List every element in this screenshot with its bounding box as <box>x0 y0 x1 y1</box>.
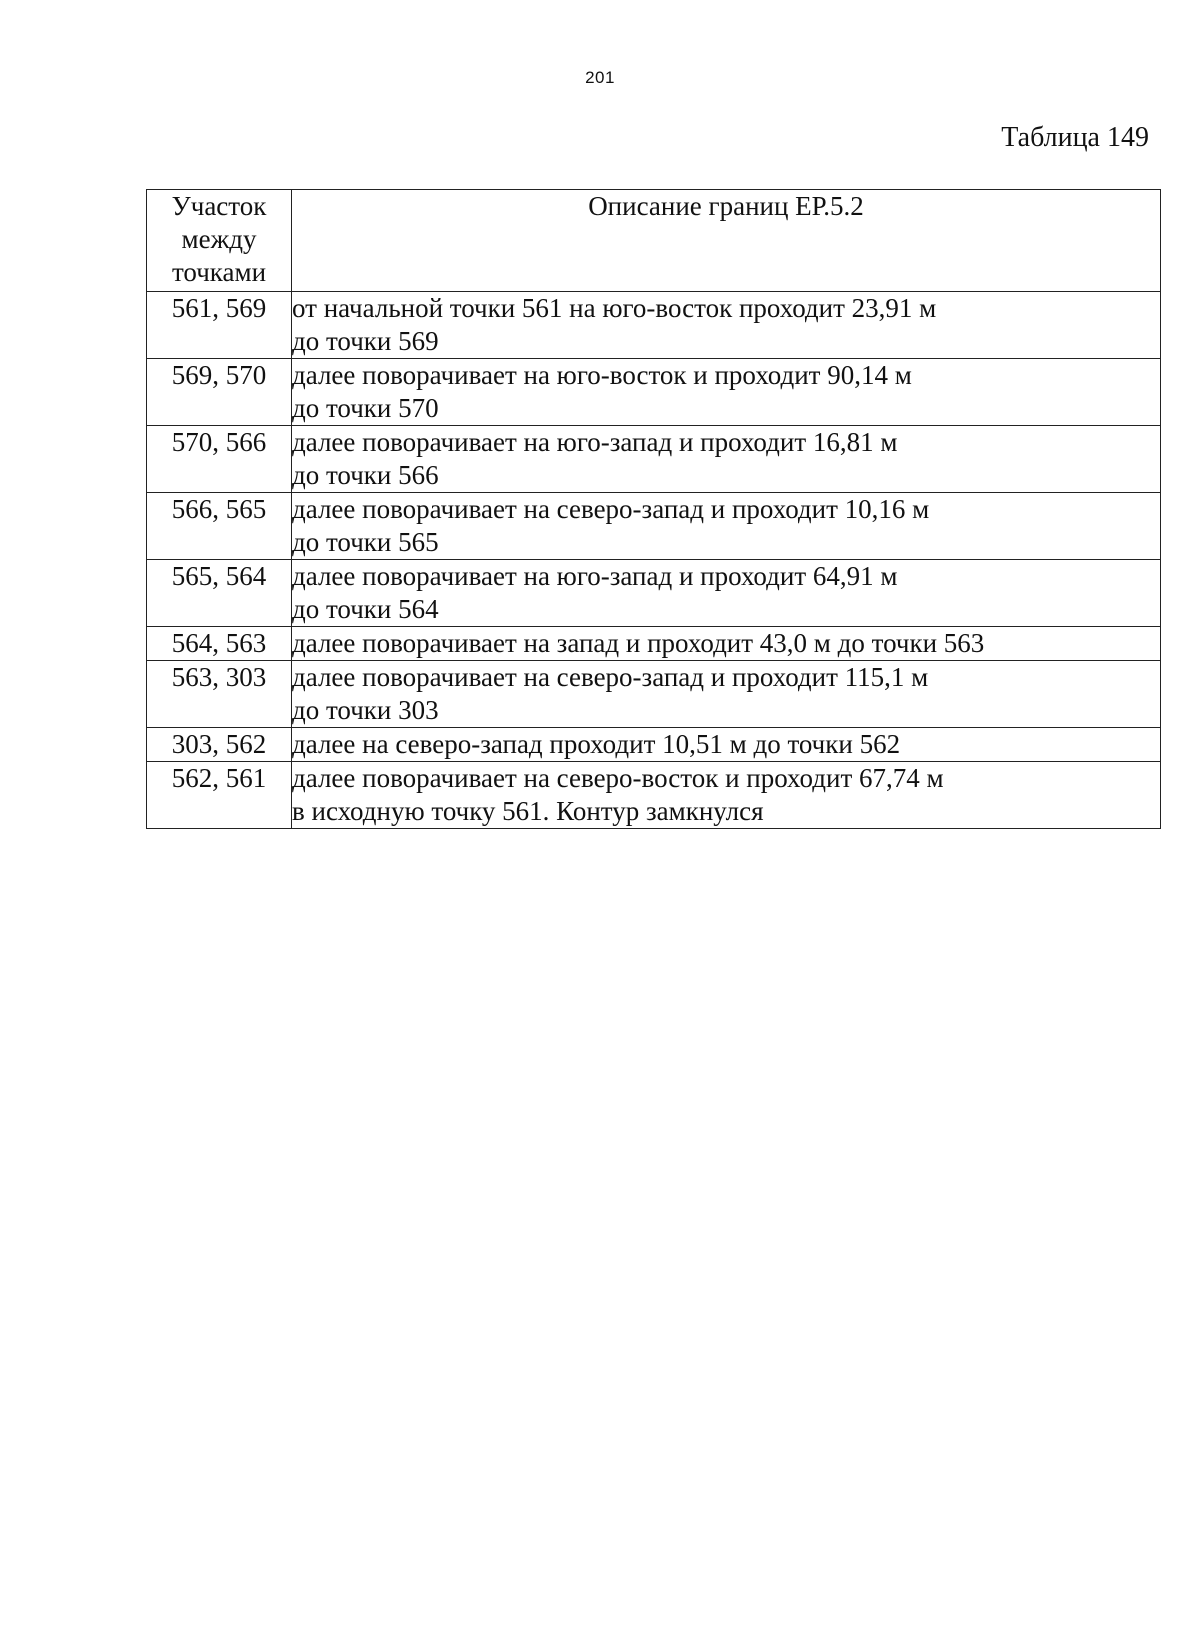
description-line: до точки 569 <box>292 326 439 356</box>
description-line: далее на северо-запад проходит 10,51 м до точки 562 <box>292 729 901 759</box>
header-segment-cell <box>147 190 292 292</box>
description-cell <box>292 762 1161 829</box>
segment-cell: 563, 303 <box>147 661 292 728</box>
table-row <box>147 359 1161 426</box>
boundary-description-table <box>146 189 1161 829</box>
segment-cell: 565, 564 <box>147 560 292 627</box>
header-segment-line: точками <box>171 257 267 287</box>
description-cell <box>292 426 1161 493</box>
segment-cell: 564, 563 <box>147 627 292 661</box>
header-segment-line: Участок <box>171 191 267 221</box>
header-description-cell: Описание границ ЕР.5.2 <box>292 190 1161 292</box>
description-line: далее поворачивает на северо-запад и проходит 10,16 м <box>292 494 930 524</box>
table-row <box>147 762 1161 829</box>
table-caption: Таблица 149 <box>1001 122 1149 153</box>
description-line: далее поворачивает на запад и проходит 43,0 м до точки 563 <box>292 628 985 658</box>
page-number: 201 <box>585 68 615 87</box>
segment-cell: 570, 566 <box>147 426 292 493</box>
description-cell <box>292 661 1161 728</box>
description-cell <box>292 292 1161 359</box>
table-row <box>147 560 1161 627</box>
segment-cell: 303, 562 <box>147 728 292 762</box>
segment-cell: 569, 570 <box>147 359 292 426</box>
table-row <box>147 661 1161 728</box>
description-cell <box>292 627 1161 661</box>
table-row <box>147 426 1161 493</box>
description-line: далее поворачивает на юго-запад и проходит 16,81 м <box>292 427 898 457</box>
table-row <box>147 292 1161 359</box>
table-row <box>147 627 1161 661</box>
description-line: далее поворачивает на северо-восток и проходит 67,74 м <box>292 763 944 793</box>
description-line: далее поворачивает на юго-запад и проходит 64,91 м <box>292 561 898 591</box>
description-line: в исходную точку 561. Контур замкнулся <box>292 796 764 826</box>
segment-cell: 566, 565 <box>147 493 292 560</box>
description-line: до точки 565 <box>292 527 439 557</box>
description-line: далее поворачивает на юго-восток и проходит 90,14 м <box>292 360 912 390</box>
description-line: от начальной точки 561 на юго-восток проходит 23,91 м <box>292 293 937 323</box>
header-segment-line: между <box>181 224 257 254</box>
description-cell <box>292 728 1161 762</box>
segment-cell: 562, 561 <box>147 762 292 829</box>
description-line: до точки 564 <box>292 594 439 624</box>
table-header-row <box>147 190 1161 292</box>
description-cell <box>292 560 1161 627</box>
description-line: до точки 303 <box>292 695 439 725</box>
segment-cell: 561, 569 <box>147 292 292 359</box>
description-cell <box>292 359 1161 426</box>
description-line: далее поворачивает на северо-запад и проходит 115,1 м <box>292 662 929 692</box>
description-cell <box>292 493 1161 560</box>
table-row <box>147 728 1161 762</box>
table-row <box>147 493 1161 560</box>
description-line: до точки 566 <box>292 460 439 490</box>
description-line: до точки 570 <box>292 393 439 423</box>
